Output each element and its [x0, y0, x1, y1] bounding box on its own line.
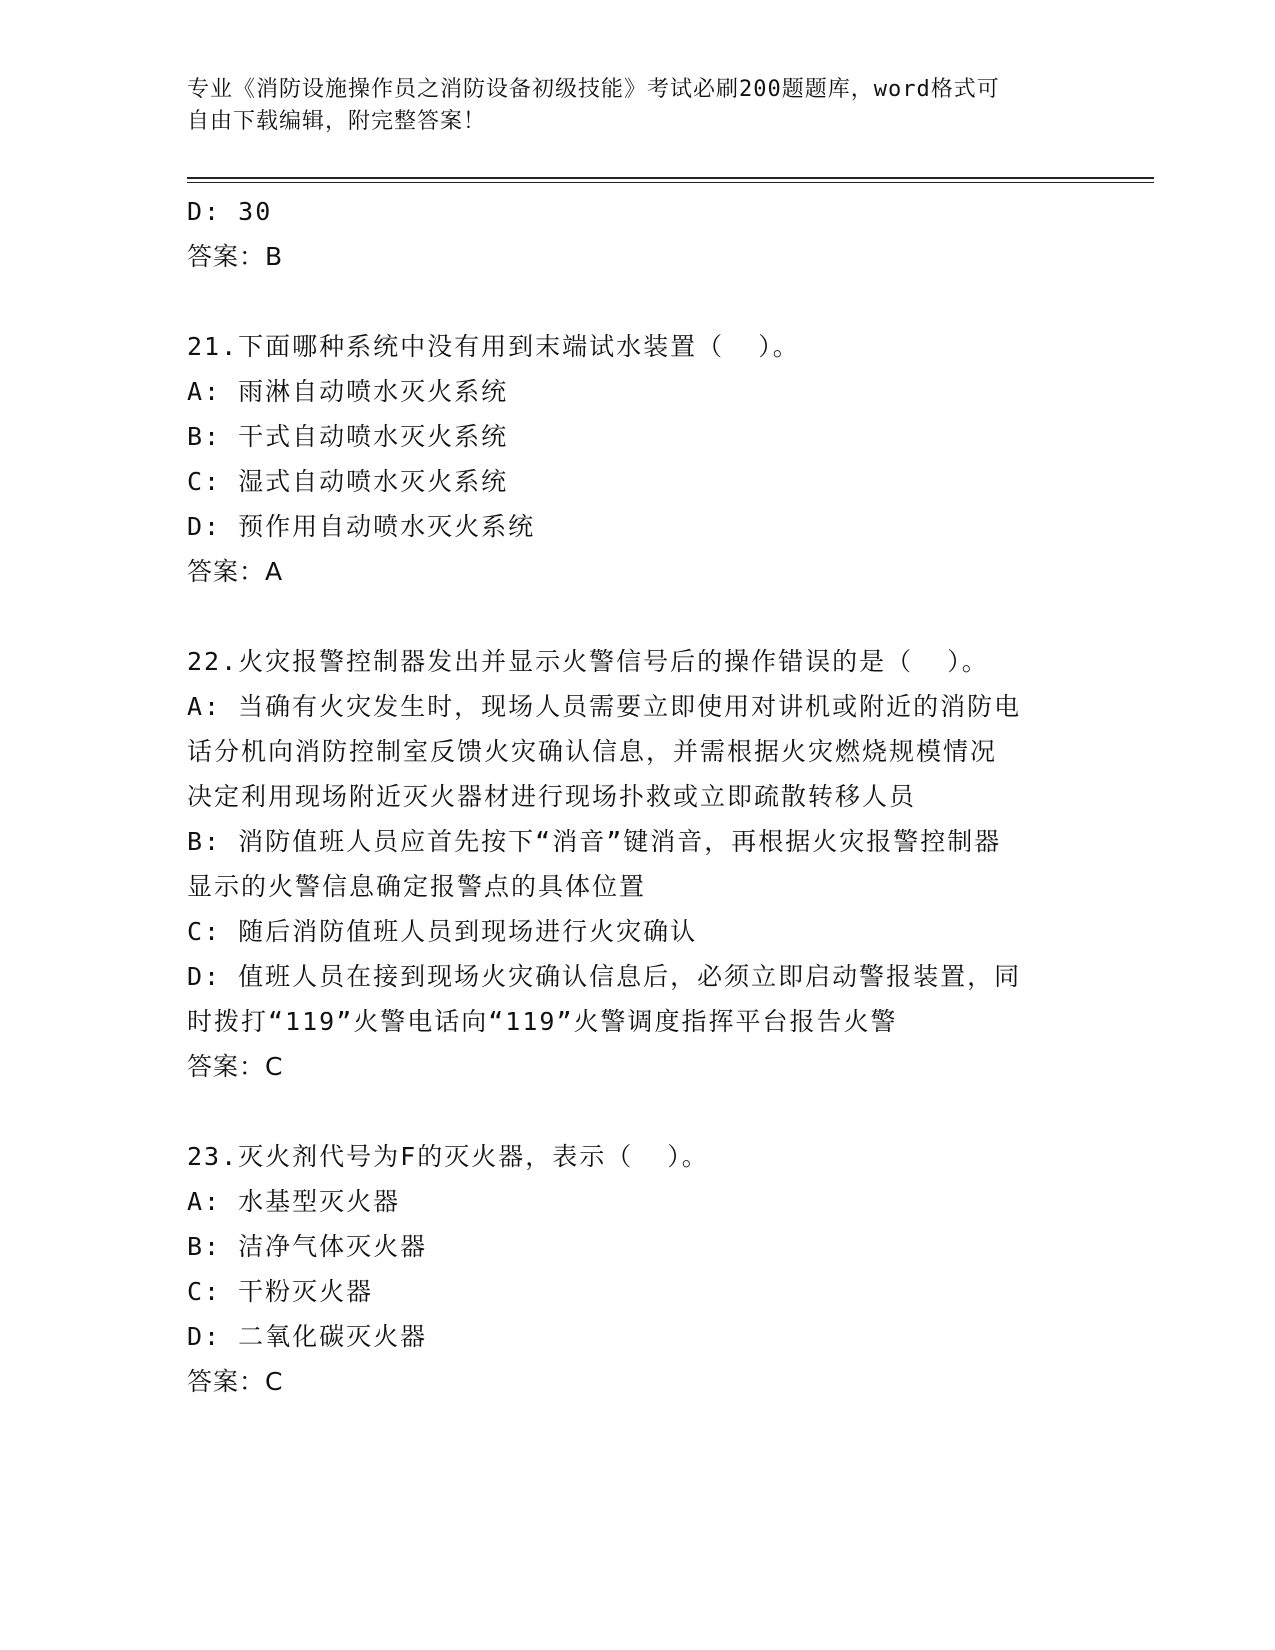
option-d-line-2: 时拨打“119”火警电话向“119”火警调度指挥平台报告火警: [187, 1007, 898, 1036]
option-c: C: 湿式自动喷水灭火系统: [187, 467, 509, 496]
header-rule-thick: [187, 177, 1154, 179]
option-a: A: 水基型灭火器: [187, 1187, 401, 1216]
question-text: 23.灭火剂代号为F的灭火器，表示（ ）。: [187, 1142, 709, 1171]
question-21: [187, 324, 1087, 594]
header-line-2: 自由下载编辑，附完整答案！: [187, 109, 487, 134]
answer: 答案：C: [187, 1052, 284, 1081]
question-22: [187, 639, 1087, 1089]
option-b-line-1: B: 消防值班人员应首先按下“消音”键消音，再根据火灾报警控制器: [187, 827, 1002, 856]
option-a-line-2: 话分机向消防控制室反馈火灾确认信息，并需根据火灾燃烧规模情况: [187, 737, 998, 766]
option-b: B: 洁净气体灭火器: [187, 1232, 428, 1261]
option-c: C: 随后消防值班人员到现场进行火灾确认: [187, 917, 698, 946]
spacer: [187, 594, 1087, 639]
option-b: B: 干式自动喷水灭火系统: [187, 422, 509, 451]
option-a-line-3: 决定利用现场附近灭火器材进行现场扑救或立即疏散转移人员: [187, 782, 917, 811]
option-b-line-2: 显示的火警信息确定报警点的具体位置: [187, 872, 647, 901]
option-d: D: 二氧化碳灭火器: [187, 1322, 428, 1351]
spacer: [187, 279, 1087, 324]
question-text: 21.下面哪种系统中没有用到末端试水装置（ ）。: [187, 332, 800, 361]
option-a-line-1: A: 当确有火灾发生时，现场人员需要立即使用对讲机或附近的消防电: [187, 692, 1022, 721]
answer: 答案：B: [187, 242, 284, 271]
question-20-tail: [187, 189, 1087, 279]
question-text: 22.火灾报警控制器发出并显示火警信号后的操作错误的是（ ）。: [187, 647, 989, 676]
question-23: [187, 1134, 1087, 1404]
option-d-line-1: D: 值班人员在接到现场火灾确认信息后，必须立即启动警报装置，同: [187, 962, 1022, 991]
option-d: D: 预作用自动喷水灭火系统: [187, 512, 536, 541]
header-rule-thin: [187, 182, 1154, 183]
option-a: A: 雨淋自动喷水灭火系统: [187, 377, 509, 406]
answer: 答案：C: [187, 1367, 284, 1396]
option-d: D: 30: [187, 197, 273, 226]
document-body: [187, 189, 1087, 1404]
answer: 答案：A: [187, 557, 284, 586]
header-line-1: 专业《消防设施操作员之消防设备初级技能》考试必刷200题题库，word格式可: [187, 77, 1000, 102]
option-c: C: 干粉灭火器: [187, 1277, 374, 1306]
page-header: [187, 74, 1067, 138]
spacer: [187, 1089, 1087, 1134]
